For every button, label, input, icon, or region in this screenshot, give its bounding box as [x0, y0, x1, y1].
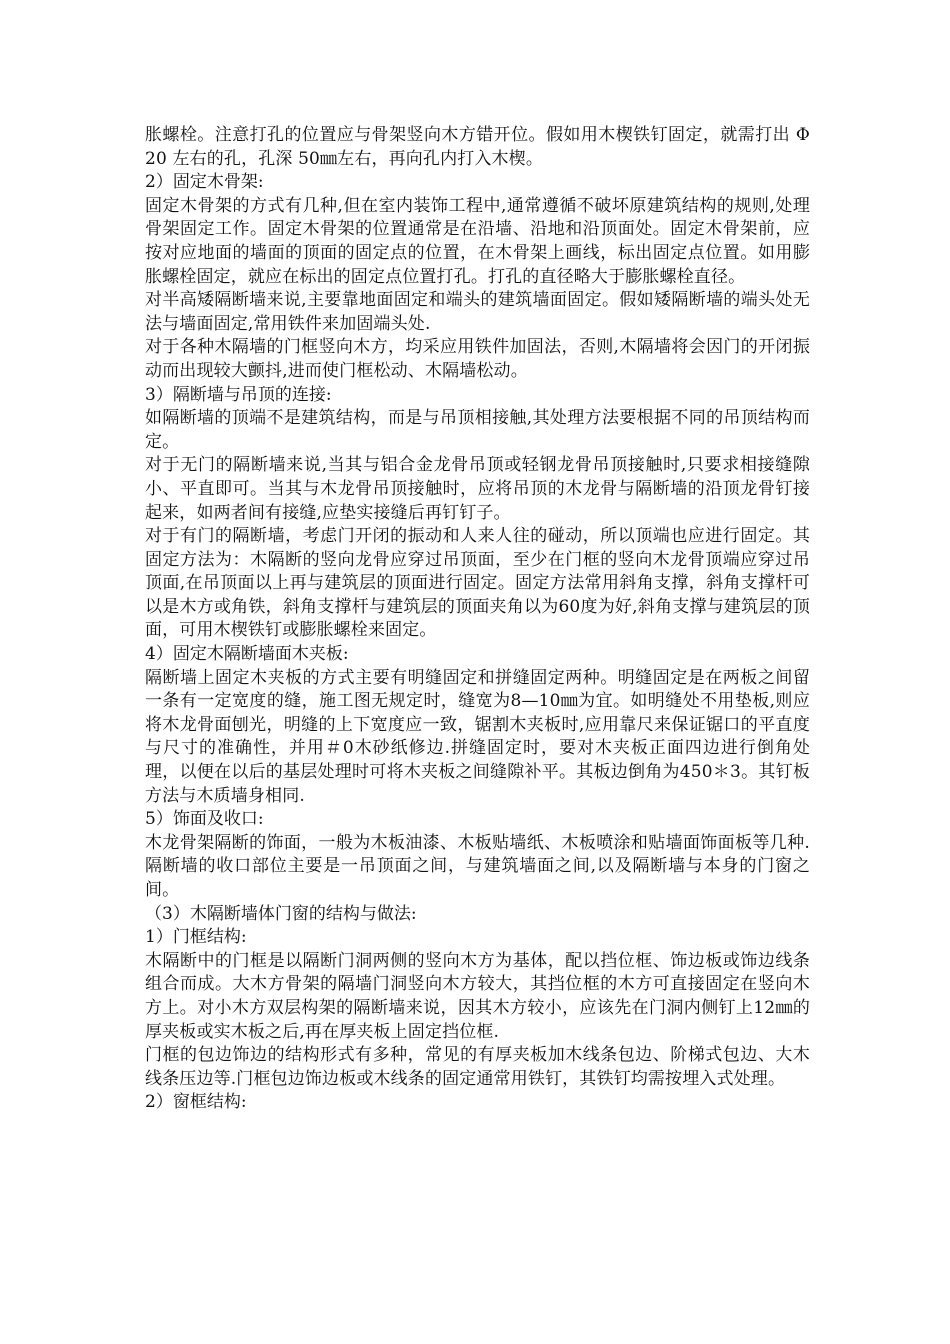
body-paragraph: 对于无门的隔断墙来说,当其与铝合金龙骨吊顶或轻钢龙骨吊顶接触时,只要求相接缝隙小、平直即可。当其与木龙骨吊顶接触时，应将吊顶的木龙骨与隔断墙的沿顶龙骨钉接起来，如两者间有接缝,应垫实接缝后再钉钉子。: [145, 455, 810, 523]
body-paragraph: 如隔断墙的顶端不是建筑结构，而是与吊顶相接触,其处理方法要根据不同的吊顶结构而定。: [145, 408, 810, 452]
body-paragraph: 木隔断中的门框是以隔断门洞两侧的竖向木方为基体，配以挡位框、饰边板或饰边线条组合而成。大木方骨架的隔墙门洞竖向木方较大，其挡位框的木方可直接固定在竖向木方上。对小木方双层构架的隔断墙来说，因其木方较小，应该先在门洞内侧钉上12㎜的厚夹板或实木板之后,再在厚夹板上固定挡位框.: [145, 950, 810, 1042]
section-heading: 2）固定木骨架:: [145, 172, 264, 193]
body-paragraph: 门框的包边饰边的结构形式有多种，常见的有厚夹板加木线条包边、阶梯式包边、大木线条压边等.门框包边饰边板或木线条的固定通常用铁钉，其铁钉均需按埋入式处理。: [145, 1045, 810, 1089]
body-paragraph: 对半高矮隔断墙来说,主要靠地面固定和端头的建筑墙面固定。假如矮隔断墙的端头处无法与墙面固定,常用铁件来加固端头处.: [145, 290, 810, 334]
document-body: [145, 124, 810, 1115]
section-heading: （3）木隔断墙体门窗的结构与做法:: [145, 903, 417, 924]
section-heading: 3）隔断墙与吊顶的连接:: [145, 384, 332, 405]
section-heading: 4）固定木隔断墙面木夹板:: [145, 644, 349, 665]
body-paragraph: 隔断墙上固定木夹板的方式主要有明缝固定和拼缝固定两种。明缝固定是在两板之间留一条有一定宽度的缝，施工图无规定时，缝宽为8—10㎜为宜。如明缝处不用垫板,则应将木龙骨面刨光，明缝的上下宽度应一致，锯割木夹板时,应用靠尺来保证锯口的平直度与尺寸的准确性，并用＃0木砂纸修边.拼缝固定时，要对木夹板正面四边进行倒角处理，以便在以后的基层处理时可将木夹板之间缝隙补平。其板边倒角为450＊3。其钉板方法与木质墙身相同.: [145, 667, 810, 806]
body-paragraph: 木龙骨架隔断的饰面，一般为木板油漆、木板贴墙纸、木板喷涂和贴墙面饰面板等几种.隔断墙的收口部位主要是一吊顶面之间，与建筑墙面之间,以及隔断墙与本身的门窗之间。: [145, 832, 810, 900]
body-paragraph: 对于有门的隔断墙，考虑门开闭的振动和人来人往的碰动，所以顶端也应进行固定。其固定方法为：木隔断的竖向龙骨应穿过吊顶面，至少在门框的竖向木龙骨顶端应穿过吊顶面,在吊顶面以上再与建筑层的顶面进行固定。固定方法常用斜角支撑，斜角支撑杆可以是木方或角铁，斜角支撑杆与建筑层的顶面夹角以为60度为好,斜角支撑与建筑层的顶面，可用木楔铁钉或膨胀螺栓来固定。: [145, 526, 810, 641]
section-heading: 1）门框结构:: [145, 927, 247, 948]
body-paragraph: 对于各种木隔墙的门框竖向木方，均采应用铁件加固法，否则,木隔墙将会因门的开闭振动而出现较大颤抖,进而使门框松动、木隔墙松动。: [145, 337, 810, 381]
section-heading: 2）窗框结构:: [145, 1092, 247, 1113]
body-paragraph: 固定木骨架的方式有几种,但在室内装饰工程中,通常遵循不破坏原建筑结构的规则,处理骨架固定工作。固定木骨架的位置通常是在沿墙、沿地和沿顶面处。固定木骨架前，应按对应地面的墙面的顶面的固定点的位置，在木骨架上画线，标出固定点位置。如用膨胀螺栓固定，就应在标出的固定点位置打孔。打孔的直径略大于膨胀螺栓直径。: [145, 195, 810, 287]
body-paragraph: 胀螺栓。注意打孔的位置应与骨架竖向木方错开位。假如用木楔铁钉固定，就需打出 Φ20 左右的孔，孔深 50㎜左右，再向孔内打入木楔。: [145, 125, 810, 169]
section-heading: 5）饰面及收口:: [145, 809, 264, 830]
